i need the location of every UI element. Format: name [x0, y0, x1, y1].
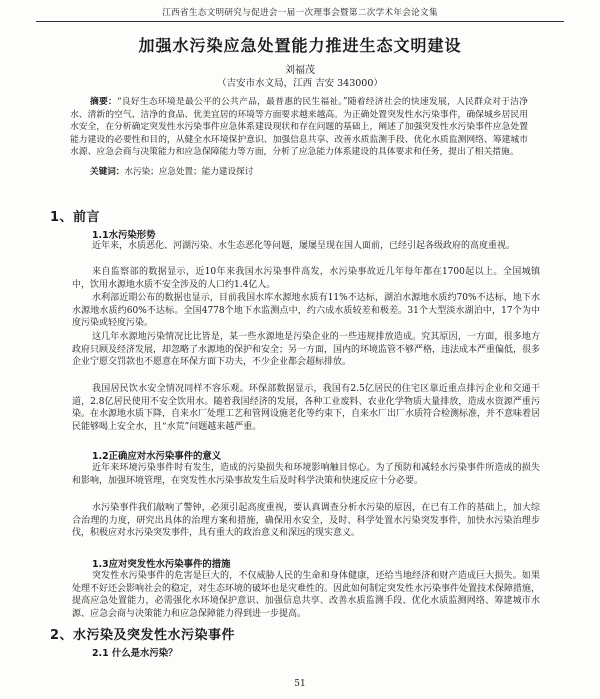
paragraph-8: 突发性水污染事件的危害是巨大的，不仅威胁人民的生命和身体健康，还给当地经济和财产造成巨大损失。如果处理不好还会影响社会的稳定，对生态环境的破坏也是灾难性的。因此如何制定突发性水污染事件处置技术保障措施，提高应急处置能力，必需强化水环境保护意识、加强信息共享、改善水质监测手段、优化水质监测网络、筹建城市水源、应急会商与决策能力和应急保障能力得到进一步提高。 [72, 571, 541, 620]
subsection-heading-1-2: 1.2正确应对水污染事件的意义 [92, 451, 222, 462]
subsection-heading-2-1: 2.1 什么是水污染？ [92, 648, 178, 659]
paragraph-1: 近年来，水质恶化、河湖污染、水生态恶化等问题，屡屡呈现在国人面前，已经引起各级政府的高度重视。 [92, 241, 516, 251]
section-heading-1: 1、前言 [50, 210, 101, 225]
paragraph-3: 水利部近期公布的数据也显示，目前我国水库水源地水质有11%不达标，湖泊水源地水质约70%不达标，地下水水源地水质约60%不达标。全国4778个地下水监测点中，约六成水质较差和极差。31个大型淡水湖泊中，17个为中度污染或轻度污染。 [72, 293, 540, 329]
paragraph-7: 水污染事件我们敲响了警钟，必须引起高度重视，要认真调查分析水污染的原因，在已有工作的基础上，加大综合治理的力度，研究出具体的治理方案和措施，确保用水安全，及时、科学处置水污染突发事件，加快水污染治理步伐，积极应对水污染突发事件，具有重大的政治意义和深远的现实意义。 [72, 503, 540, 539]
article-title: 加强水污染应急处置能力推进生态文明建设 [138, 36, 462, 55]
article-author: 刘福茂 [285, 65, 315, 76]
running-head: 江西省生态文明研究与促进会一届一次理事会暨第二次学术年会论文集 [162, 8, 438, 18]
section-heading-2: 2、水污染及突发性水污染事件 [50, 628, 236, 643]
page-number: 51 [294, 679, 306, 689]
keywords-text: 水污染；应急处置；能力建设探讨 [124, 167, 254, 177]
abstract-label: 摘要： [90, 97, 118, 107]
keywords-label: 关键词： [90, 167, 125, 177]
abstract [70, 96, 528, 159]
header-rule [36, 21, 564, 22]
keywords [90, 166, 528, 178]
subsection-heading-1-3: 1.3应对突发性水污染事件的措施 [92, 559, 231, 570]
paragraph-6: 近年来环境污染事件时有发生，造成的污染损失和环境影响触目惊心。为了预防和减轻水污染事件所造成的损失和影响，加强环境管理，在突发性水污染事故发生后及时科学决策和快速反应十分必要。 [72, 463, 540, 486]
subsection-heading-1-1: 1.1水污染形势 [92, 230, 156, 241]
abstract-text: “良好生态环境是最公平的公共产品，最普惠的民生福祉。”随着经济社会的快速发展，人民群众对于洁净水、清新的空气、洁净的食品、优美宜居的环境等方面要求越来越高。为正确处置突发性水污染事件，确保城乡居民用水安全，在分析确定突发性水污染事件应急体系建设现状和存在问题的基础上，阐述了加强突发性水污染事件应急处置能力建设的必要性和目的，从健全水环境保护意识、加强信息共享、改善水质监测手段、优化水质监测网络、筹建城市水源、应急会商与决策能力和应急保障能力等方面，分析了应急能力体系建设的具体要求和任务，提出了相关措施。 [70, 97, 528, 157]
paragraph-5: 我国居民饮水安全情况同样不容乐观。环保部数据显示，我国有2.5亿居民的住宅区靠近重点排污企业和交通干道，2.8亿居民使用不安全饮用水。随着我国经济的发展，各种工业废料、农业化学物质大量排放，造成水资源严重污染。在水源地水质下降，自来水厂处理工艺和管网设施老化等约束下，自来水厂出厂水质符合检测标准，并不意味着居民能够喝上安全水，且“水荒”问题越来越严重。 [72, 384, 541, 433]
paragraph-2: 来自监察部的数据显示，近10年来我国水污染事件高发，水污染事故近几年每年都在1700起以上。全国城镇中，饮用水源地水质不安全涉及的人口约1.4亿人。 [72, 267, 540, 290]
author-affiliation: （吉安市水文局，江西 吉安 343000） [217, 78, 383, 89]
paragraph-4: 这几年水源地污染情况比比皆是，某一些水源地是污染企业的一些违规排放造成。究其原因，一方面，很多地方政府只顾及经济发展，却忽略了水源地的保护和安全；另一方面，国内的环境监管不够严格，违法成本严重偏低，很多企业宁愿交罚款也不愿意在环保方面下功夫，不少企业都会超标排放。 [72, 332, 541, 368]
